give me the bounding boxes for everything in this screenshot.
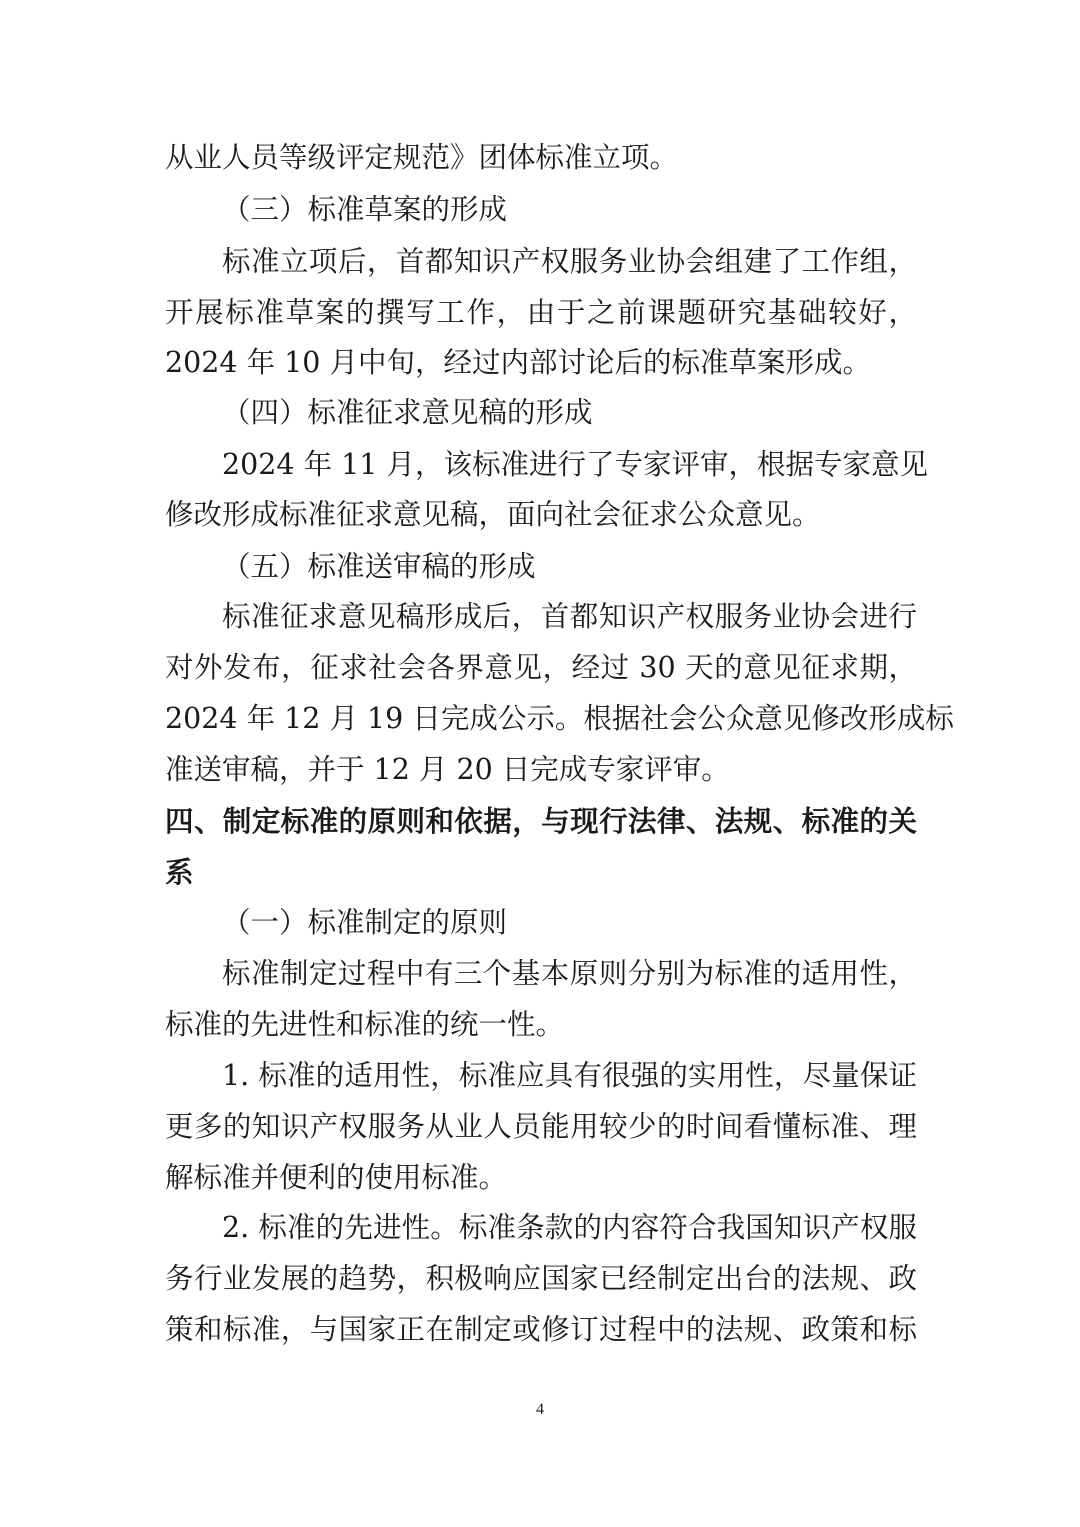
text-line [0, 949, 1080, 999]
line-text: 准送审稿，并于 12 月 20 日完成专家评审。 [165, 753, 730, 786]
line-text: 2024 年 11 月，该标准进行了专家评审，根据专家意见 [222, 448, 928, 481]
line-text: 2024 年 12 月 19 日完成公示。根据社会公众意见修改形成标 [165, 702, 954, 735]
line-text: 对外发布，征求社会各界意见，经过 30 天的意见征求期， [165, 651, 917, 684]
line-text: 标准的先进性和标准的统一性。 [165, 1008, 565, 1041]
section-heading-line [0, 847, 1080, 897]
subheading-line [0, 898, 1080, 948]
text-line [0, 288, 1080, 338]
line-text: 更多的知识产权服务从业人员能用较少的时间看懂标准、理 [165, 1110, 917, 1143]
subheading-line [0, 542, 1080, 592]
section-heading-text: 四、制定标准的原则和依据，与现行法律、法规、标准的关 [165, 804, 917, 838]
text-line [0, 338, 1080, 388]
page-number: 4 [536, 1401, 544, 1418]
text-line [0, 1153, 1080, 1203]
subheading-text: （三）标准草案的形成 [222, 193, 508, 226]
line-text: 解标准并便利的使用标准。 [165, 1161, 508, 1194]
subheading-text: （四）标准征求意见稿的形成 [222, 396, 593, 429]
line-text: 标准制定过程中有三个基本原则分别为标准的适用性， [222, 957, 917, 990]
text-line [0, 1102, 1080, 1152]
text-line [0, 490, 1080, 540]
text-line [0, 133, 1080, 183]
line-text: 开展标准草案的撰写工作，由于之前课题研究基础较好， [165, 296, 917, 329]
line-text: 从业人员等级评定规范》团体标准立项。 [165, 141, 679, 174]
line-text: 标准立项后，首都知识产权服务业协会组建了工作组， [222, 245, 917, 278]
subheading-line [0, 388, 1080, 438]
text-line [0, 440, 1080, 490]
line-text: 1. 标准的适用性，标准应具有很强的实用性，尽量保证 [222, 1059, 917, 1092]
line-text: 修改形成标准征求意见稿，面向社会征求公众意见。 [165, 498, 821, 531]
subheading-text: （五）标准送审稿的形成 [222, 550, 536, 583]
text-line [0, 1254, 1080, 1304]
text-line [0, 1000, 1080, 1050]
line-text: 2024 年 10 月中旬，经过内部讨论后的标准草案形成。 [165, 346, 871, 379]
text-line [0, 694, 1080, 744]
subheading-text: （一）标准制定的原则 [222, 906, 508, 939]
section-heading-text: 系 [165, 855, 194, 889]
line-text: 策和标准，与国家正在制定或修订过程中的法规、政策和标 [165, 1313, 917, 1346]
text-line [0, 1305, 1080, 1355]
section-heading-line [0, 796, 1080, 846]
text-line [0, 643, 1080, 693]
text-line [0, 1051, 1080, 1101]
text-line [0, 237, 1080, 287]
text-line [0, 592, 1080, 642]
text-line [0, 745, 1080, 795]
subheading-line [0, 185, 1080, 235]
line-text: 2. 标准的先进性。标准条款的内容符合我国知识产权服 [222, 1211, 917, 1244]
line-text: 标准征求意见稿形成后，首都知识产权服务业协会进行 [222, 600, 917, 633]
text-line [0, 1203, 1080, 1253]
line-text: 务行业发展的趋势，积极响应国家已经制定出台的法规、政 [165, 1262, 917, 1295]
